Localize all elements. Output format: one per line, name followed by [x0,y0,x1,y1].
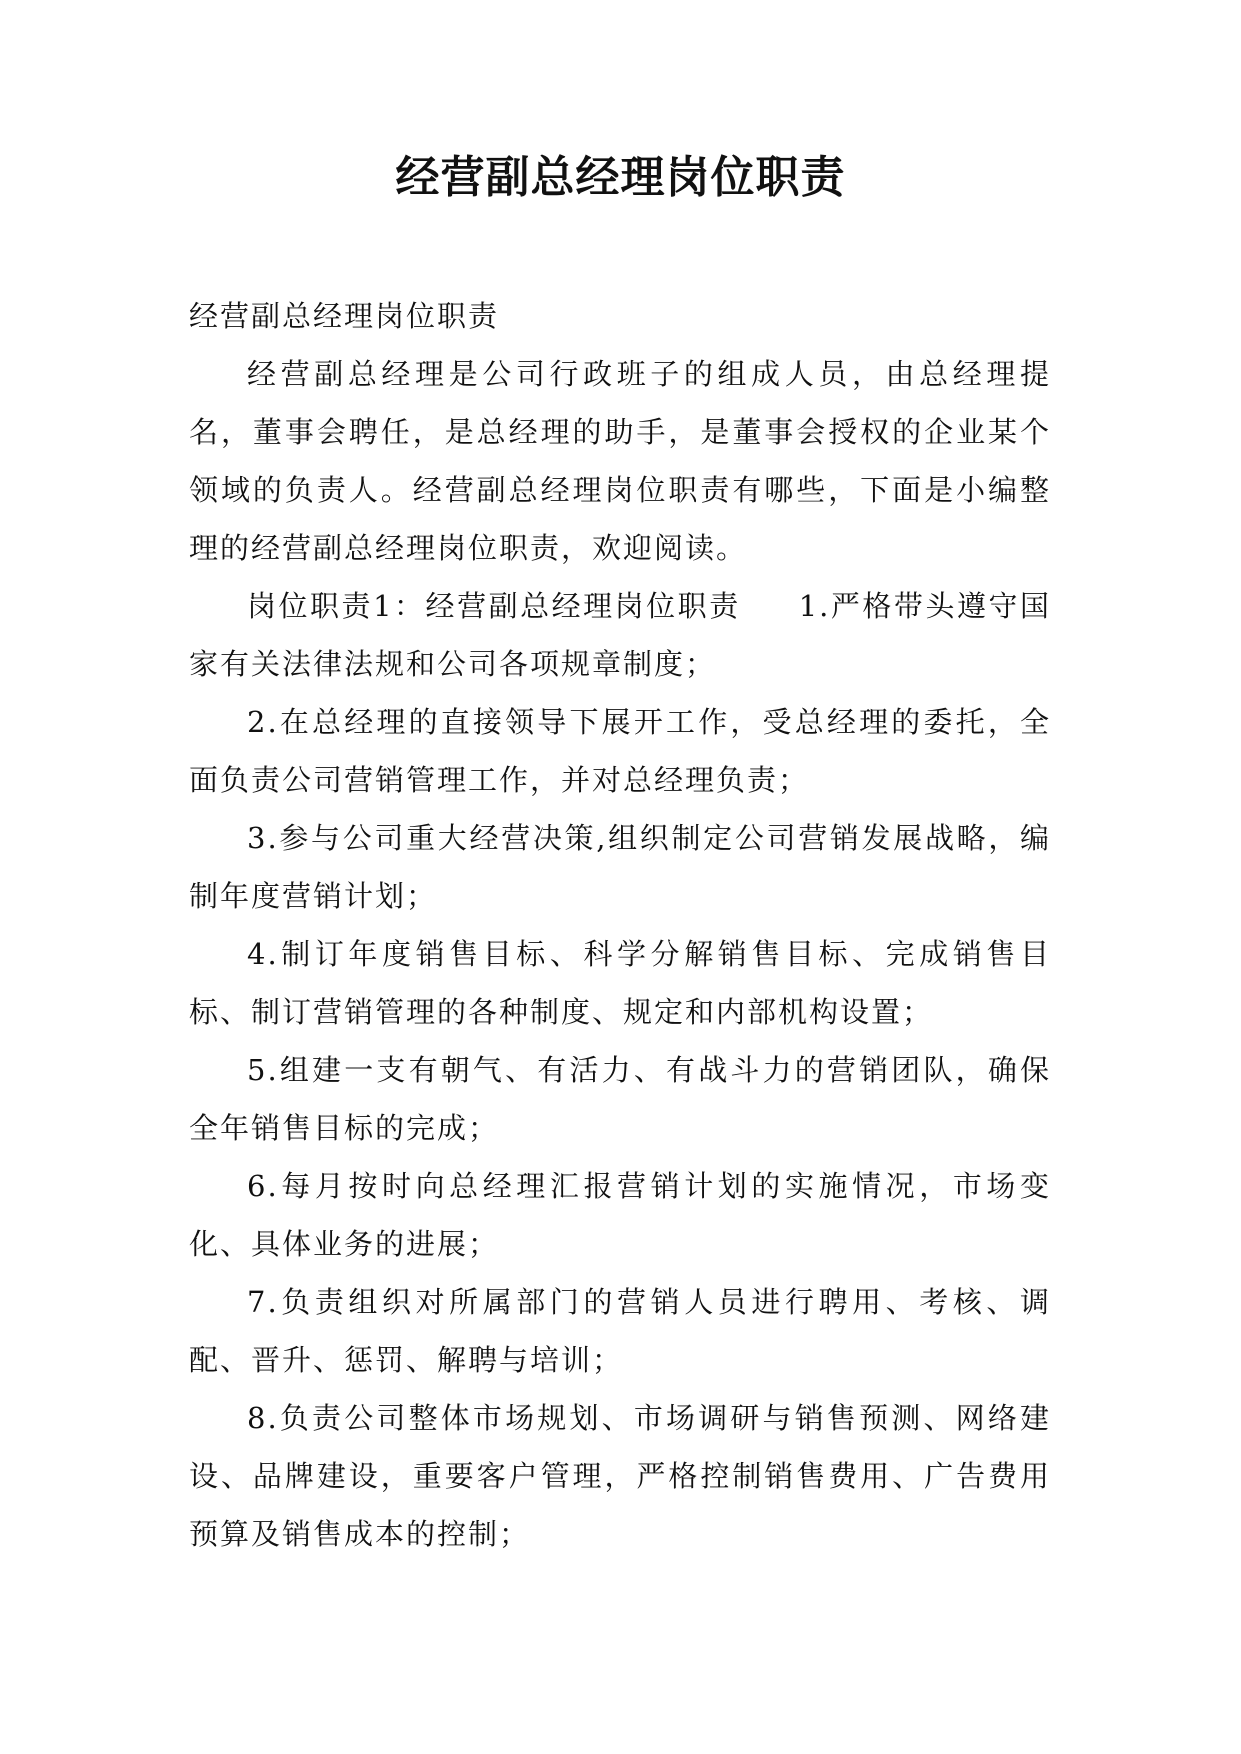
section-heading: 岗位职责1：经营副总经理岗位职责 [247,589,741,623]
duty-item-2: 2.在总经理的直接领导下展开工作，受总经理的委托，全面负责公司营销管理工作，并对总经理负责； [189,705,1051,797]
duty-item-1: 1.严格带头遵守国家有关法律法规和公司各项规章制度； [189,589,1052,681]
duty-item-5: 5.组建一支有朝气、有活力、有战斗力的营销团队，确保全年销售目标的完成； [189,1053,1051,1145]
document-title: 经营副总经理岗位职责 [395,152,846,203]
section-paragraph [189,577,1051,693]
duty-item-4: 4.制订年度销售目标、科学分解销售目标、完成销售目标、制订营销管理的各种制度、规定和内部机构设置； [189,937,1051,1029]
intro-paragraph: 经营副总经理是公司行政班子的组成人员，由总经理提名，董事会聘任，是总经理的助手，是董事会授权的企业某个领域的负责人。经营副总经理岗位职责有哪些，下面是小编整理的经营副总经理岗位职责，欢迎阅读。 [189,357,1051,565]
document-subtitle: 经营副总经理岗位职责 [189,299,500,333]
duty-item-8: 8.负责公司整体市场规划、市场调研与销售预测、网络建设、品牌建设，重要客户管理，严格控制销售费用、广告费用预算及销售成本的控制； [189,1401,1051,1551]
duty-item-6: 6.每月按时向总经理汇报营销计划的实施情况，市场变化、具体业务的进展； [189,1169,1051,1261]
duty-item-7: 7.负责组织对所属部门的营销人员进行聘用、考核、调配、晋升、惩罚、解聘与培训； [189,1285,1051,1377]
duty-item-3: 3.参与公司重大经营决策,组织制定公司营销发展战略，编制年度营销计划； [189,821,1051,913]
document-body [189,287,1051,1563]
